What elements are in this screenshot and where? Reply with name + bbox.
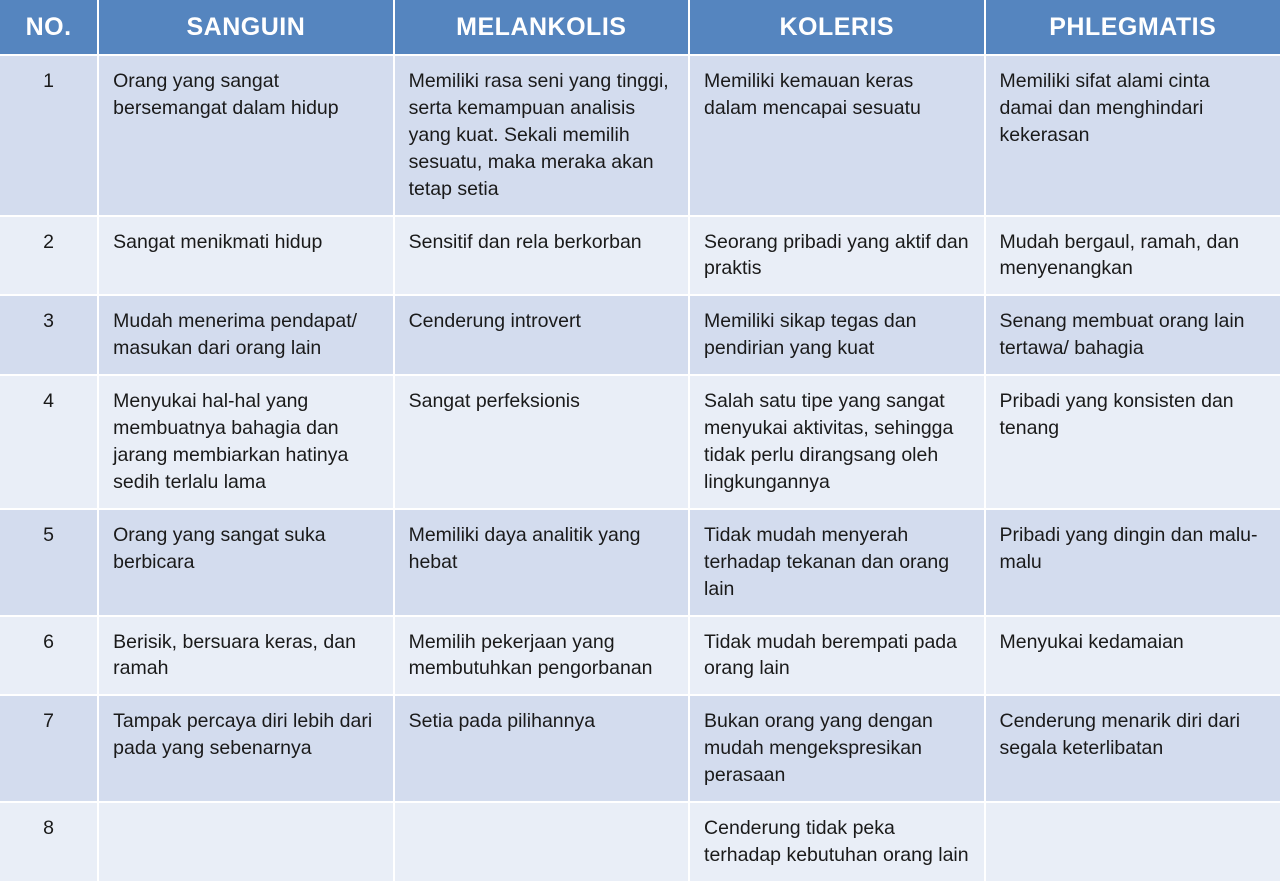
table-row — [0, 295, 1280, 375]
row-number: 1 — [0, 55, 98, 216]
cell-koleris: Tidak mudah menyerah terhadap tekanan dan orang lain — [689, 509, 984, 616]
cell-sanguin: Berisik, bersuara keras, dan ramah — [98, 616, 393, 696]
cell-sanguin: Orang yang sangat suka berbicara — [98, 509, 393, 616]
row-number: 5 — [0, 509, 98, 616]
cell-koleris: Memiliki sikap tegas dan pendirian yang kuat — [689, 295, 984, 375]
cell-phlegmatis: Menyukai kedamaian — [985, 616, 1280, 696]
cell-sanguin: Orang yang sangat bersemangat dalam hidup — [98, 55, 393, 216]
row-number: 3 — [0, 295, 98, 375]
row-number: 7 — [0, 695, 98, 802]
table-row — [0, 55, 1280, 216]
row-number: 6 — [0, 616, 98, 696]
row-number: 8 — [0, 802, 98, 882]
cell-sanguin: Mudah menerima pendapat/ masukan dari orang lain — [98, 295, 393, 375]
cell-koleris: Bukan orang yang dengan mudah mengekspresikan perasaan — [689, 695, 984, 802]
cell-koleris: Salah satu tipe yang sangat menyukai aktivitas, sehingga tidak perlu dirangsang oleh lingkungannya — [689, 375, 984, 509]
cell-sanguin: Tampak percaya diri lebih dari pada yang sebenarnya — [98, 695, 393, 802]
row-number: 2 — [0, 216, 98, 296]
row-number: 4 — [0, 375, 98, 509]
column-header-koleris: KOLERIS — [689, 0, 984, 55]
cell-sanguin: Menyukai hal-hal yang membuatnya bahagia dan jarang membiarkan hatinya sedih terlalu lama — [98, 375, 393, 509]
cell-phlegmatis: Pribadi yang dingin dan malu-malu — [985, 509, 1280, 616]
cell-melankolis: Setia pada pilihannya — [394, 695, 689, 802]
cell-melankolis: Sensitif dan rela berkorban — [394, 216, 689, 296]
table-row — [0, 695, 1280, 802]
cell-melankolis: Memiliki rasa seni yang tinggi, serta kemampuan analisis yang kuat. Sekali memilih sesuatu, maka meraka akan tetap setia — [394, 55, 689, 216]
cell-melankolis: Memiliki daya analitik yang hebat — [394, 509, 689, 616]
table-row — [0, 616, 1280, 696]
cell-koleris: Seorang pribadi yang aktif dan praktis — [689, 216, 984, 296]
table-body — [0, 55, 1280, 882]
table-header-row — [0, 0, 1280, 55]
cell-koleris: Cenderung tidak peka terhadap kebutuhan orang lain — [689, 802, 984, 882]
cell-sanguin: Sangat menikmati hidup — [98, 216, 393, 296]
cell-sanguin — [98, 802, 393, 882]
cell-melankolis — [394, 802, 689, 882]
cell-koleris: Memiliki kemauan keras dalam mencapai sesuatu — [689, 55, 984, 216]
cell-koleris: Tidak mudah berempati pada orang lain — [689, 616, 984, 696]
table-header — [0, 0, 1280, 55]
column-header-melankolis: MELANKOLIS — [394, 0, 689, 55]
cell-phlegmatis: Memiliki sifat alami cinta damai dan menghindari kekerasan — [985, 55, 1280, 216]
cell-phlegmatis: Cenderung menarik diri dari segala keterlibatan — [985, 695, 1280, 802]
table-row — [0, 375, 1280, 509]
cell-phlegmatis — [985, 802, 1280, 882]
cell-melankolis: Memilih pekerjaan yang membutuhkan pengorbanan — [394, 616, 689, 696]
cell-phlegmatis: Mudah bergaul, ramah, dan menyenangkan — [985, 216, 1280, 296]
cell-melankolis: Sangat perfeksionis — [394, 375, 689, 509]
table-row — [0, 802, 1280, 882]
table-row — [0, 509, 1280, 616]
column-header-no: NO. — [0, 0, 98, 55]
cell-phlegmatis: Senang membuat orang lain tertawa/ bahagia — [985, 295, 1280, 375]
cell-phlegmatis: Pribadi yang konsisten dan tenang — [985, 375, 1280, 509]
column-header-sanguin: SANGUIN — [98, 0, 393, 55]
cell-melankolis: Cenderung introvert — [394, 295, 689, 375]
column-header-phlegmatis: PHLEGMATIS — [985, 0, 1280, 55]
table-row — [0, 216, 1280, 296]
